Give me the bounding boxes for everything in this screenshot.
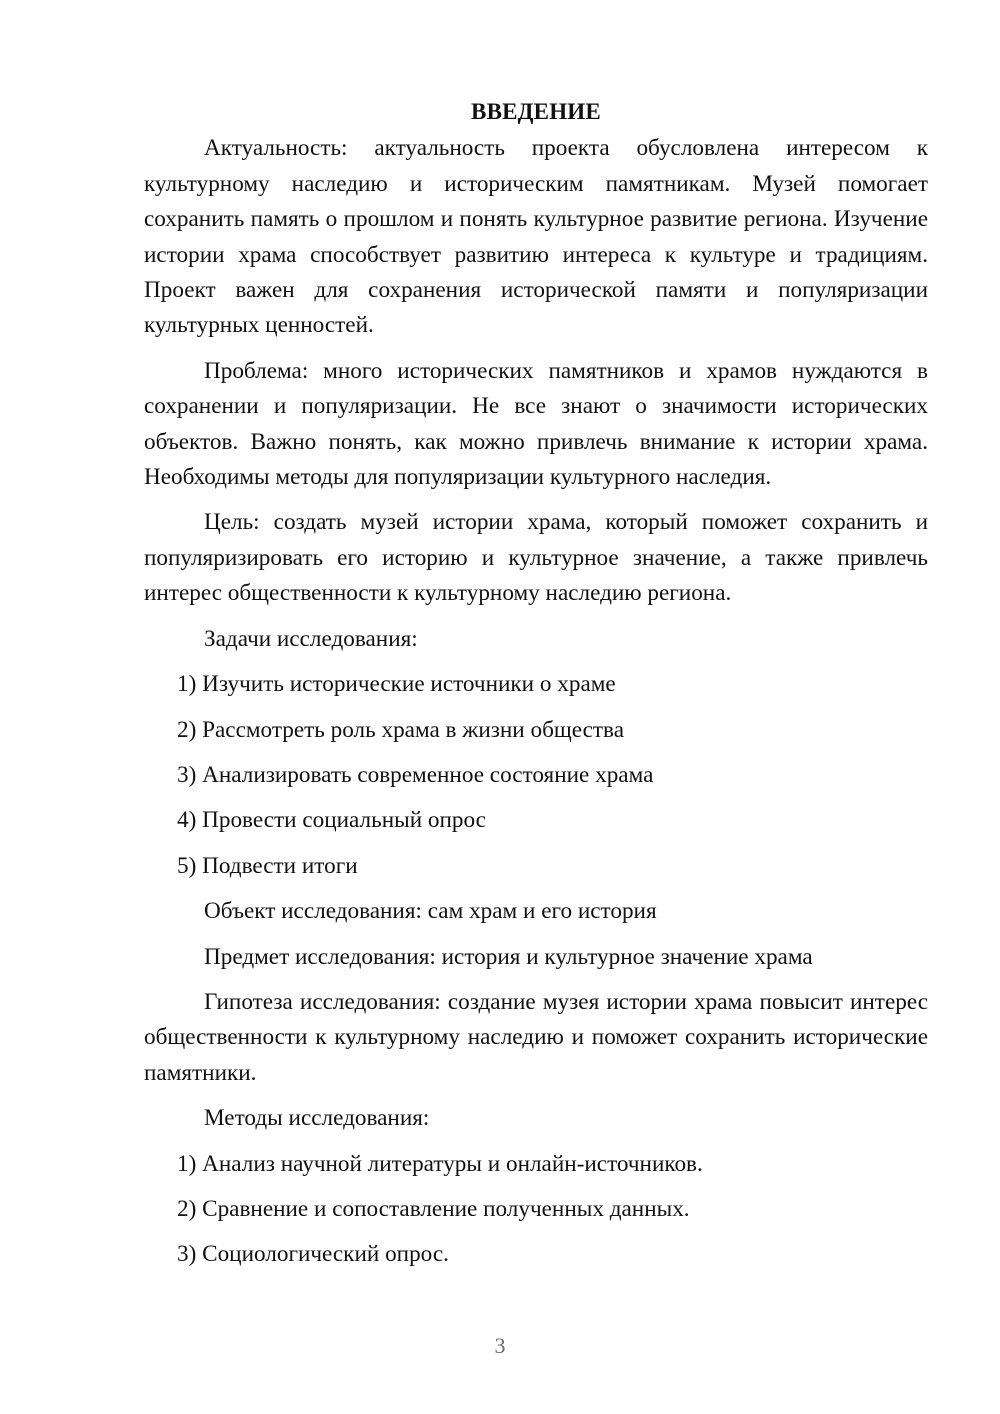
method-item: 3) Социологический опрос. <box>177 1241 449 1268</box>
method-item: 1) Анализ научной литературы и онлайн-источников. <box>177 1150 703 1177</box>
goal-paragraph: Цель: создать музей истории храма, который поможет сохранить и популяризировать его историю и культурное значение, а также привлечь интерес общественности к культурному наследию региона. <box>144 509 928 607</box>
tasks-heading: Задачи исследования: <box>204 625 418 652</box>
page-content <box>144 94 928 1283</box>
methods-heading: Методы исследования: <box>204 1105 430 1132</box>
hypothesis-paragraph: Гипотеза исследования: создание музея истории храма повысит интерес общественности к культурному наследию и поможет сохранить исторические памятники. <box>144 988 928 1086</box>
problem-paragraph: Проблема: много исторических памятников и храмов нуждаются в сохранении и популяризации. Не все знают о значимости исторических объектов. Важно понять, как можно привлечь внимание к истории храма. Необходимы методы для популяризации культурного наследия. <box>144 357 928 491</box>
task-item: 5) Подвести итоги <box>177 852 358 879</box>
section-title: ВВЕДЕНИЕ <box>471 99 601 124</box>
task-item: 1) Изучить исторические источники о храме <box>177 671 616 698</box>
page-number: 3 <box>494 1333 506 1358</box>
research-subject: Предмет исследования: история и культурное значение храма <box>204 943 813 970</box>
task-item: 2) Рассмотреть роль храма в жизни общества <box>177 716 624 743</box>
task-item: 4) Провести социальный опрос <box>177 807 486 834</box>
method-item: 2) Сравнение и сопоставление полученных данных. <box>177 1195 690 1222</box>
relevance-paragraph: Актуальность: актуальность проекта обусловлена интересом к культурному наследию и историческим памятникам. Музей помогает сохранить память о прошлом и понять культурное развитие региона. Изучение истории храма способствует развитию интереса к культуре и традициям. Проект важен для сохранения исторической памяти и популяризации культурных ценностей. <box>144 135 928 339</box>
research-object: Объект исследования: сам храм и его история <box>204 898 657 925</box>
task-item: 3) Анализировать современное состояние храма <box>177 761 654 788</box>
